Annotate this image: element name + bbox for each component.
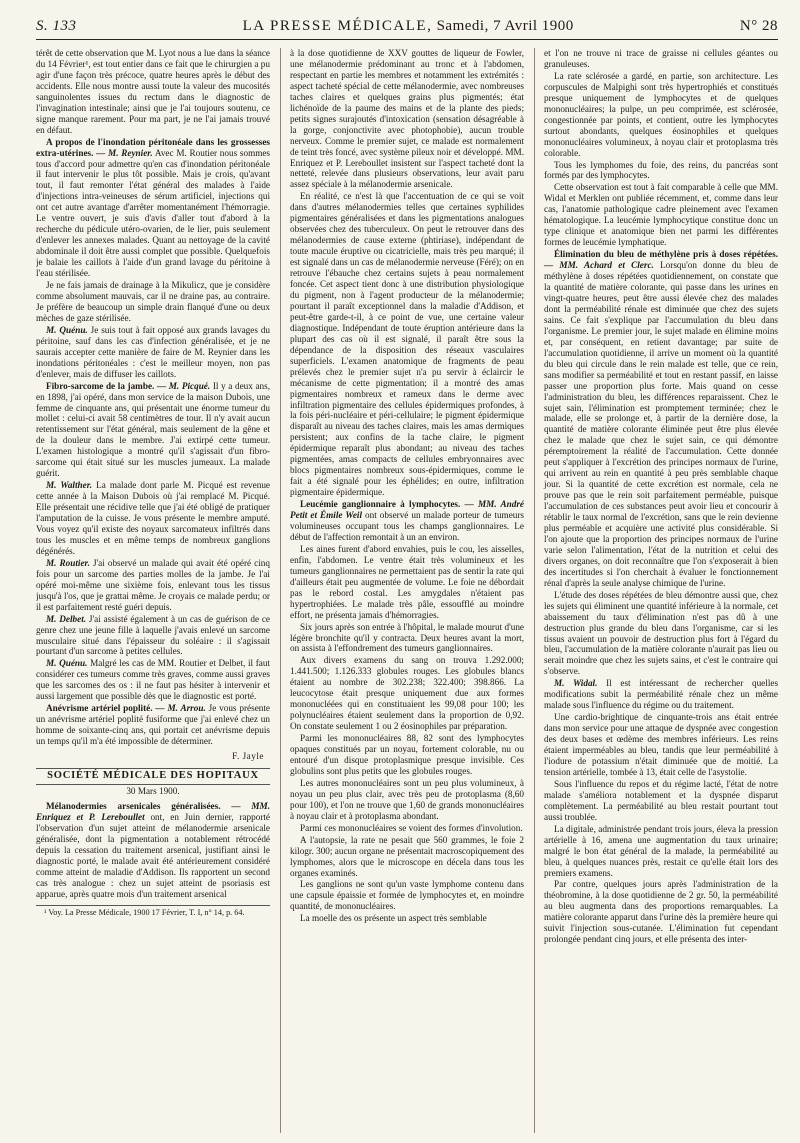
paragraph [544, 249, 778, 589]
paragraph: Six jours après son entrée à l'hôpital, le malade mourut d'une légère bronchite qu'il y contracta. Deux heures avant la mort, on assista à l'effondrement des tumeurs ganglionnaires. [290, 621, 524, 654]
section-heading: Anévrisme artériel poplité. [46, 703, 153, 714]
paragraph [36, 658, 270, 702]
paragraph [544, 678, 778, 711]
paragraph-text: ont, en Juin dernier, rapporté l'observation d'un sujet atteint de mélanodermie arsenicale généralisée, dont la pigmentation a notablement rétrocédé depuis la cessation du traitement arsenical, justifiant ainsi le diagnostic porté, le malade avait été antérieurement considéré comme atteint de maladie d'Addison. Ils rapportent un second cas très analogue : chez un sujet atteint de psoriasis est apparue, après quatre mois d'un traitement arsenical [36, 811, 270, 899]
paragraph: La rate sclérosée a gardé, en partie, son architecture. Les corpuscules de Malpighi sont très hypertrophiés et constitués presque uniquement de lymphocytes et de quelques mononucléaires; la pulpe, un peu comprimée, est sclérosée, congestionnée par points, et contient, outre les lymphocytes surtout abondants, quelques éosinophiles et quelques mononucléaires volumineux, à noyau clair et protoplasma très colorable. [544, 70, 778, 158]
paragraph [36, 137, 270, 279]
author: — MM. Achard et Clerc. [544, 260, 654, 271]
paragraph: Les aines furent d'abord envahies, puis le cou, les aisselles, enfin, l'abdomen. Le ventre était très volumineux et les tumeurs ganglionnaires ne permettaient pas de sentir la rate qui d'ailleurs était peu augmentée de volume. Le foie ne débordait pas le rebord costal. Les amygdales n'étaient pas hypertrophiées. Le malade très pâle, essoufflé au moindre effort, ne présenta jamais d'hémorragies. [290, 543, 524, 620]
author: — M. Picqué. [156, 380, 211, 391]
author: — M. Arrou. [155, 703, 206, 714]
section-heading: Leucémie ganglionnaire à lymphocytes. [300, 499, 461, 510]
paragraph-text: Lorsqu'on donne du bleu de méthylène à doses répétées quotidiennement, on constate que la quantité de matière colorante, qui passe dans les urines en vingt-quatre heures, peut être aussi élevée chez des malades dont la perméabilité rénale est diminuée que chez des sujets sains. Ce fait s'explique par l'accumulation du bleu dans l'organisme. Le premier jour, le sujet malade en élimine moins et, par conséquent, en retient davantage; par suite de l'accumulation quotidienne, il arrive un moment où la quantité du bleu qui circule dans le rein malade est telle, que ce rein, sans modifier sa perméabilité et tout en restant passif, en laisse passer une proportion plus forte. Mais quand on cesse l'administration du bleu, les différences reparaissent. Chez le sujet sain, l'élimination est promptement terminée; chez le malade, elle se prolonge et, à partir de la dernière dose, la quantité de matière colorante éliminée peut être plus élevée chez le malade que chez le sujet sain, ce qui démontre péremptoirement la réalité de l'accumulation. Cette donnée peut s'appliquer à l'excrétion des principes normaux de l'urine, qui arrivent au rein en quantité à peu près semblable chaque jour. Si la quantité de cette excrétion est normale, cela ne prouve pas que le rein soit parfaitement perméable, puisque l'accumulation de ces substances peut avoir lieu et concourir à rétablir le taux normal de l'excrétion, sans que le rein devienne plus perméable et acquière une activité plus considérable. Si l'on ajoute que la proportion des principes normaux de l'urine varie selon l'alimentation, l'état de la nutrition et celui des divers organes, on doit reconnaître que l'on s'exposerait à bien des incertitudes si l'on cherchait à évaluer le fonctionnement rénal d'après la seule analyse chimique de l'urine. [544, 260, 778, 588]
author: M. Quénu. [46, 658, 88, 669]
paragraph-text: Je vous présente un anévrisme artériel poplité fusiforme que j'ai enlevé chez un homme de soixante-cinq ans, qui portait cet anévrisme depuis un temps qu'il m'a été impossible de déterminer. [36, 703, 270, 747]
page-header [36, 18, 778, 40]
section-heading: A propos de l'inondation péritonéale dans les grossesses extra-utérines. [36, 136, 270, 158]
paragraph: térêt de cette observation que M. Lyot nous a lue dans la séance du 14 Février¹, est tout entier dans ce fait que le chirurgien a pu agir d'une façon très précoce, quatre heures après le début des accidents. Elle nous montre aussi toute la valeur des mucosités sanguinolentes issues du rectum dans le diagnostic de l'invagination intestinale; ainsi que je l'ai toujours soutenu, ce signe manque rarement. Pour ma part, je ne l'ai jamais trouvé en défaut. [36, 48, 270, 135]
society-date: 30 Mars 1900. [126, 785, 180, 796]
author: — MM. André Petit et Émile Weil [290, 499, 524, 521]
paragraph: La moelle des os présente un aspect très semblable [300, 913, 487, 924]
paragraph: Tous les lymphomes du foie, des reins, du pancréas sont formés par des lymphocytes. [544, 159, 778, 181]
paragraph: En réalité, ce n'est là que l'accentuation de ce qui se voit dans d'autres mélanodermies telles que certaines syphilides pigmentaires généralisées et dans les pigmentations analogues observées chez des tuberculeux. On peut le retrouver dans des mélanodermies de cause externe (phtiriase), indépendant de toute macule éruptive ou cicatricielle, mais très peu marqué; il est signalé dans un cas de mélanodermie nerveuse (Féré); on en retrouve l'ébauche chez certains sujets à peau normalement foncée. Cet aspect tient donc à une distribution physiologique du pigment, non à l'agent producteur de la mélanodermie; pourtant il paraît exceptionnel dans la maladie d'Addison, et peut-être garde-t-il, à ce point de vue, une certaine valeur diagnostique. Indépendant de toute éruption antérieure dans la plupart des cas où il est signalé, il paraît être sous la dépendance de la disposition des réseaux vasculaires superficiels. L'examen anatomique de fragments de peau prélevés chez le premier sujet n'a pu servir à éclaircir le mécanisme de cette pigmentation; il a montré des amas pigmentaires nombreux et rameux dans le derme avec infiltration pigmentaire des cellules épidermiques profondes, à la fois péri-nucléaire et péri-cellulaire; le pigment épidermique disparaît au niveau des taches claires, mais les amas dermiques persistent; aux confins de la tache claire, le pigment épidermique reparaît plus abondant; au niveau des taches pigmentées, amas compacts de cellules embryonnaires avec blocs pigmentaires nombreux sous-épidermiques, comme le fait a été signalé pour les éphélides; en outre, infiltration pigmentaire épidermique. [290, 191, 524, 498]
paragraph [36, 325, 270, 380]
paragraph [36, 614, 270, 658]
paragraph [36, 801, 270, 900]
author: M. Widal. [554, 678, 598, 689]
paragraph-text: Avec M. Routier nous sommes tous d'accord pour admettre qu'en cas d'inondation péritonéale il faut intervenir le plus tôt possible. Mais je crois, qu'avant tout, il faut remonter l'état général des malades à l'aide d'injections intra-veineuses de sérum artificiel, injections qui ont cet autre avantage d'arrêter momentanément l'hémorragie. Le ventre ouvert, je suis d'avis d'aller tout d'abord à la recherche du pédicule utéro-ovarien, de le lier, puis seulement d'enlever les annexes malades. Quant au nettoyage de la cavité abdominale il doit être aussi complet que possible. Quelquefois je balaie les caillots à l'aide d'un grand lavage du péritoine à l'eau stérilisée. [36, 147, 270, 279]
paragraph [36, 703, 270, 747]
paragraph-text: Je suis tout à fait opposé aux grands lavages du péritoine, sauf dans les cas d'infection généralisée, et je ne saurais accepter cette manière de faire de M. Reynier dans les inondations péritonéales : c'est le meilleur moyen, non pas d'enlever, mais de diffuser les caillots. [36, 324, 270, 379]
paragraph-text: ont observé un malade porteur de tumeurs volumineuses occupant tous les champs ganglionnaires. Le début de l'affection remontait à un an environ. [290, 510, 524, 542]
paragraph: La digitale, administrée pendant trois jours, éleva la pression artérielle à 16, amena une augmentation du taux urinaire; malgré le bon état général de la malade, la perméabilité au bleu, à quelques nuances près, restait ce qu'elle était lors des premiers examens. [544, 823, 778, 878]
paragraph: et l'on ne trouve ni trace de graisse ni cellules géantes ou granuleuses. [544, 48, 778, 69]
paragraph: Aux divers examens du sang on trouva 1.292.000; 1.441.500; 1.126.333 globules rouges. Les globules blancs étaient au nombre de 302.238; 322.400; 398.866. La leucocytose était presque uniquement due aux formes mononucléées qui en constituaient les 99,08 pour 100; les polynucléaires étaient seulement dans la proportion de 0,92. On constate seulement 1 ou 2 éosinophiles par préparation. [290, 655, 524, 732]
column-2 [280, 48, 524, 1133]
column-3 [534, 48, 778, 1133]
signature: F. Jayle [232, 751, 264, 762]
paragraph: Les ganglions ne sont qu'un vaste lymphome contenu dans une capsule épaissie et formée de lymphocytes et, en moindre quantité, de mononucléaires. [290, 879, 524, 912]
paragraph: Les autres mononucléaires sont un peu plus volumineux, à noyau un peu plus clair, avec très peu de protoplasma (8,60 pour 100), et l'on ne trouve que 1,60 de grands mononucléaires à noyau clair et à protoplasma abondant. [290, 777, 524, 821]
paragraph [36, 558, 270, 613]
paragraph: A l'autopsie, la rate ne pesait que 560 grammes, le foie 2 kilogr. 300; aucun organe ne présentait macroscopiquement des lymphomes, alors que le microscope en décela dans tous les organes examinés. [290, 834, 524, 878]
author: — MM. Enriquez et P. Lereboullet [36, 800, 270, 822]
paragraph: L'étude des doses répétées de bleu démontre aussi que, chez les sujets qui éliminent une quantité inférieure à la normale, cet abaissement du taux d'élimination n'est pas dû à une destruction plus grande du bleu dans l'organisme, car si les tissus avaient un pouvoir de destruction plus fort à l'égard du bleu, l'accumulation de la matière colorante n'aurait pas lieu ou serait moindre que chez les sujets sains, et c'est le contraire qui s'observe. [544, 589, 778, 677]
issue-number: N° 28 [739, 18, 778, 34]
paragraph: Sous l'influence du repos et du régime lacté, l'état de notre malade s'améliora notablement et la dyspnée disparut complètement. La perméabilité au bleu restait pourtant tout aussi troublée. [544, 778, 778, 822]
section-heading: Mélanodermies arsenicales généralisées. [46, 800, 221, 811]
paragraph: Par contre, quelques jours après l'administration de la théobromine, à la dose quotidienne de 2 gr. 50, la perméabilité au bleu augmenta dans des proportions remarquables. La matière colorante apparut dans l'urine dès la première heure qui suivit l'injection sous-cutanée. L'élimination fut cependant prolongée pendant cinq jours, et elle présenta des inter- [544, 879, 778, 945]
paragraph-text: J'ai observé un malade qui avait été opéré cinq fois pour un sarcome des parties molles de la jambe. Je l'ai opéré moi-même une sixième fois, enlevant tous les tissus jusqu'à l'os, que je grattai même. Je croyais ce malade perdu; or il est parfaitement resté guéri depuis. [36, 557, 270, 612]
author: M. Delbet. [46, 613, 87, 624]
paragraph [290, 499, 524, 543]
paragraph-text: J'ai assisté également à un cas de guérison de ce genre chez une jeune fille à laquelle j'avais enlevé un sarcome musculaire situé dans l'épaisseur du soléaire : il s'agissait pourtant d'un sarcome à petites cellules. [36, 613, 270, 657]
column-1 [36, 48, 270, 1133]
paragraph: Parmi les mononucléaires 88, 82 sont des lymphocytes opaques constitués par un noyau, fortement colorable, nu ou entouré d'un disque protoplasmique presque invisible. Ces globulins sont plus petits que les globules rouges. [290, 733, 524, 776]
paragraph: Je ne fais jamais de drainage à la Mikulicz, que je considère comme absolument mauvais, car il ne draine pas, au contraire. Je préfère de beaucoup un simple drain flanqué d'une ou deux mèches de gaze stérilisée. [36, 280, 270, 323]
paragraph: à la dose quotidienne de XXV gouttes de liqueur de Fowler, une mélanodermie prédominant au tronc et à l'abdomen, respectant en partie les membres et notamment les extrémités : aspect tacheté spécial de cette mélanodermie, avec nombreuses taches claires et quelques grains plus pigmentés; état lichénoïde de la paume des mains et de la plante des pieds; petits signes surajoutés d'intoxication (sensation désagréable à la gorge, conjonctivite avec photophobie), aucun trouble nerveux. Comme le premier sujet, ce malade est normalement de teint très foncé, avec système pileux noir et développé. MM. Enriquez et P. Lereboullet insistent sur l'aspect tacheté dont la netteté, relevée dans plusieurs observations, leur avait paru assez spéciale à la mélanodermie arsenicale. [290, 48, 524, 190]
article-columns [36, 48, 778, 1133]
author: — M. Reynier. [96, 147, 153, 158]
society-heading: SOCIÉTÉ MÉDICALE DES HOPITAUX [36, 768, 270, 785]
masthead [243, 18, 574, 35]
paragraph: Cette observation est tout à fait comparable à celle que MM. Widal et Merklen ont publiée récemment, et, comme dans leur cas, l'anatomie pathologique cadre pleinement avec l'examen hématologique. La leucémie lymphocytique constitue donc un type clinique et anatomique bien net parmi les différentes formes de leucémie lymphatique. [544, 182, 778, 248]
paragraph: Parmi ces mononucléaires se voient des formes d'involution. [300, 822, 523, 833]
paragraph-text: Malgré les cas de MM. Routier et Delbet, il faut considérer ces tumeurs comme très graves, comme aussi graves que les sarcomes des os : il ne faut pas hésiter à intervenir et aussi largement que possible dès que le diagnostic est porté. [36, 658, 270, 702]
section-heading: Fibro-sarcome de la jambe. [46, 380, 155, 391]
paragraph [36, 480, 270, 557]
paragraph-text: La malade dont parle M. Picqué est revenue cette année à la Maison Dubois où j'ai remplacé M. Picqué. Elle présentait une récidive telle que j'ai été obligé de pratiquer l'amputation de la cuisse. Je vous présente le membre amputé. Vous voyez qu'il existe des noyaux sarcomateux infiltrés dans tous les muscles et en même temps de nombreux ganglions dégénérés. [36, 480, 270, 556]
section-heading: Élimination du bleu de méthylène pris à doses répétées. [554, 249, 778, 260]
footnote: ¹ Voy. La Presse Médicale, 1900 17 Février, T. I, n° 14, p. 64. [36, 905, 270, 918]
author: M. Routier. [46, 557, 90, 568]
page-number: S. 133 [36, 18, 77, 34]
paragraph [36, 381, 270, 480]
issue-date: Samedi, 7 Avril 1900 [436, 18, 574, 34]
paragraph-text: Il est intéressant de rechercher quelles modifications subit la perméabilité rénale chez un même malade sous l'influence du régime ou du traitement. [544, 678, 778, 711]
paragraph: Une cardio-brightique de cinquante-trois ans était entrée dans mon service pour une attaque de dyspnée avec congestion des deux bases et œdème des membres inférieurs. Les reins étaient imperméables au bleu, tandis que leur perméabilité à l'iodure de potassium n'était diminuée que de moitié. La tension artérielle, tombée à 13, était celle de l'asystolie. [544, 712, 778, 777]
journal-title: LA PRESSE MÉDICALE, [242, 18, 433, 34]
author: M. Quénu. [46, 324, 88, 335]
author: M. Walther. [46, 480, 93, 491]
paragraph-text: Il y a deux ans, en 1898, j'ai opéré, dans mon service de la maison Dubois, une femme de cinquante ans, qui présentait une énorme tumeur du mollet : celui-ci avait 58 centimètres de tour. Il n'y avait aucun retentissement sur l'état général, mais seulement de la gêne et de la douleur dans le membre. J'ai extirpé cette tumeur. L'examen histologique a montré qu'il s'agissait d'un fibro-sarcome qui était situé sur les muscles jumeaux. La malade guérit. [36, 380, 270, 479]
